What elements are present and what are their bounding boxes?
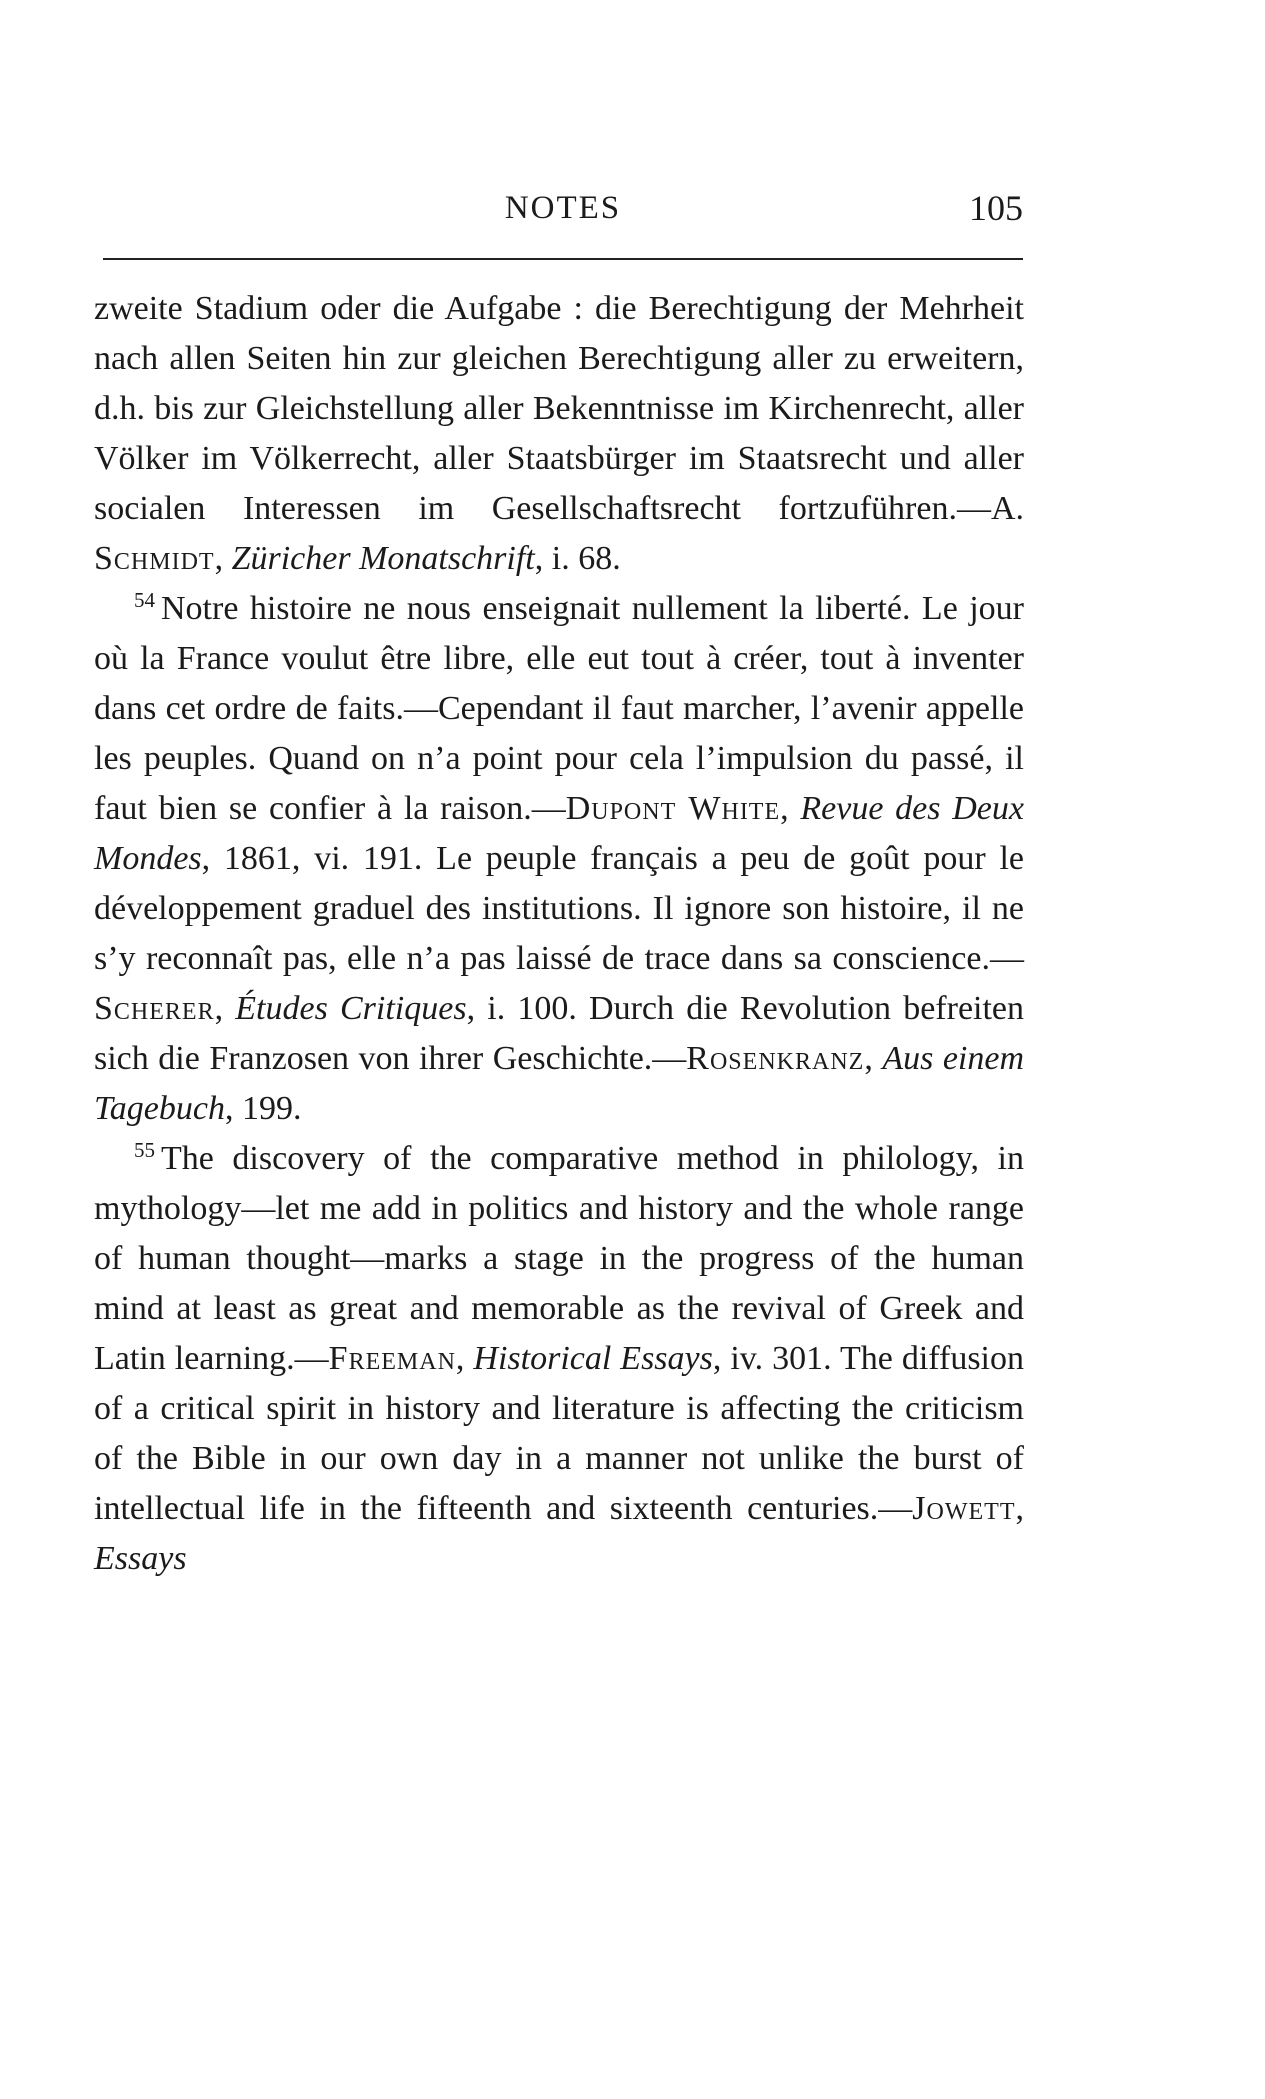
text-run: , 1861, vi. 191. Le peuple français a peu de goût pour le développement graduel des institutions. Il ignore son histoire, il ne s’y reconnaît pas, elle n’a pas laissé de trace dans sa conscience.—	[94, 840, 1024, 977]
footnote-paragraph	[94, 584, 1024, 1134]
text-run: , i. 100. Durch die Revolution befreiten sich die Franzosen von ihrer Geschichte.—	[94, 990, 1025, 1077]
work-title: Études Critiques	[235, 990, 467, 1027]
author-name: Schmidt	[94, 540, 215, 577]
running-title: NOTES	[504, 190, 622, 226]
text-run: , i. 68.	[534, 540, 621, 577]
text-run: , 199.	[224, 1090, 302, 1127]
text-run: , iv. 301. The diffusion of a critical spirit in history and literature is affecting the criticism of the Bible in our own day in a manner not unlike the burst of intellectual life in the fifteenth and sixteenth centuries.—	[94, 1340, 1024, 1527]
work-title: Essays	[94, 1540, 187, 1577]
author-name: Freeman	[328, 1340, 456, 1377]
text-run: Notre histoire ne nous enseignait nullement la liberté. Le jour où la France voulut être libre, elle eut tout à créer, tout à inventer dans cet ordre de faits.—Cependant il faut marcher, l’avenir appelle les peuples. Quand on n’a point pour cela l’impulsion du passé, il faut bien se confier à la raison.—	[94, 590, 1024, 827]
footnote-number: 55	[134, 1137, 155, 1162]
text-run: ,	[780, 790, 801, 827]
author-name: Rosenkranz	[686, 1040, 865, 1077]
text-run: ,	[864, 1040, 883, 1077]
text-run: zweite Stadium oder die Aufgabe : die Berechtigung der Mehrheit nach allen Seiten hin zur gleichen Berechtigung aller zu erweitern, d.h. bis zur Gleichstellung aller Bekenntnisse im Kirchenrecht, aller Völker im Völkerrecht, aller Staatsbürger im Staatsrecht und aller socialen Interessen im Gesellschaftsrecht fortzuführen.—A.	[94, 290, 1024, 527]
header-rule	[103, 258, 1023, 260]
text-run: ,	[455, 1340, 474, 1377]
footnote-number: 54	[134, 587, 155, 612]
work-title: Züricher Monatschrift	[231, 540, 535, 577]
author-name: Scherer	[94, 990, 215, 1027]
text-run: ,	[1015, 1490, 1024, 1527]
page-header	[103, 188, 1023, 248]
page-number: 105	[969, 188, 1023, 228]
footnote-paragraph	[94, 1134, 1024, 1584]
author-name: Jowett	[912, 1490, 1016, 1527]
continued-paragraph	[94, 284, 1024, 584]
work-title: Revue des Deux Mondes	[94, 790, 1024, 877]
notes-body	[94, 284, 1024, 1584]
author-name: Dupont White	[565, 790, 781, 827]
text-run: ,	[214, 540, 232, 577]
work-title: Historical Essays	[473, 1340, 713, 1377]
work-title: Aus einem Tagebuch	[94, 1040, 1025, 1127]
text-run: The discovery of the comparative method in philology, in mythology—let me add in politics and history and the whole range of human thought—marks a stage in the progress of the human mind at least as great and memorable as the revival of Greek and Latin learning.—	[94, 1140, 1024, 1377]
text-run: ,	[214, 990, 236, 1027]
